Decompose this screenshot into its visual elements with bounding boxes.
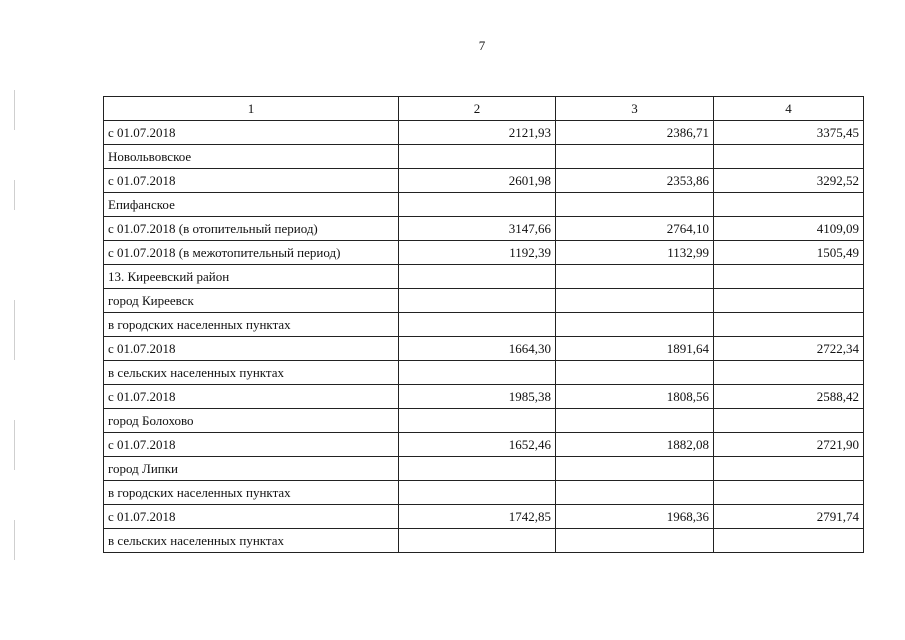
row-label-cell: в городских населенных пунктах <box>104 481 399 505</box>
value-cell-col2 <box>399 265 556 289</box>
table-row <box>104 145 864 169</box>
value-cell-col2 <box>399 529 556 553</box>
value-cell-col4 <box>714 313 864 337</box>
value-cell-col3 <box>556 193 714 217</box>
row-label-cell: с 01.07.2018 (в межотопительный период) <box>104 241 399 265</box>
value-cell-col2: 3147,66 <box>399 217 556 241</box>
table-row <box>104 169 864 193</box>
table-row <box>104 481 864 505</box>
value-cell-col2: 2601,98 <box>399 169 556 193</box>
value-cell-col4 <box>714 145 864 169</box>
value-cell-col4: 1505,49 <box>714 241 864 265</box>
value-cell-col3: 1882,08 <box>556 433 714 457</box>
value-cell-col3: 1808,56 <box>556 385 714 409</box>
value-cell-col2 <box>399 289 556 313</box>
value-cell-col4 <box>714 265 864 289</box>
row-label-cell: с 01.07.2018 <box>104 121 399 145</box>
value-cell-col2 <box>399 361 556 385</box>
value-cell-col3 <box>556 145 714 169</box>
value-cell-col4: 2722,34 <box>714 337 864 361</box>
table-row <box>104 121 864 145</box>
scan-margin-mark <box>14 300 15 360</box>
table-row <box>104 505 864 529</box>
value-cell-col2: 1742,85 <box>399 505 556 529</box>
table-row <box>104 361 864 385</box>
value-cell-col4 <box>714 409 864 433</box>
scan-margin-mark <box>14 420 15 470</box>
table-row <box>104 337 864 361</box>
table-row <box>104 457 864 481</box>
value-cell-col4 <box>714 193 864 217</box>
row-label-cell: с 01.07.2018 <box>104 505 399 529</box>
scan-margin-mark <box>14 520 15 560</box>
row-label-cell: 13. Киреевский район <box>104 265 399 289</box>
row-label-cell: в сельских населенных пунктах <box>104 529 399 553</box>
table-row <box>104 217 864 241</box>
value-cell-col3: 1891,64 <box>556 337 714 361</box>
row-label-cell: с 01.07.2018 (в отопительный период) <box>104 217 399 241</box>
row-label-cell: город Липки <box>104 457 399 481</box>
value-cell-col3 <box>556 529 714 553</box>
row-label-cell: город Киреевск <box>104 289 399 313</box>
row-label-cell: с 01.07.2018 <box>104 433 399 457</box>
value-cell-col2 <box>399 409 556 433</box>
table-row <box>104 529 864 553</box>
value-cell-col4 <box>714 289 864 313</box>
column-header: 3 <box>556 97 714 121</box>
scan-margin-mark <box>14 90 15 130</box>
value-cell-col3: 2764,10 <box>556 217 714 241</box>
value-cell-col2 <box>399 457 556 481</box>
value-cell-col4 <box>714 361 864 385</box>
table-header-row <box>104 97 864 121</box>
scan-margin-mark <box>14 180 15 210</box>
row-label-cell: в сельских населенных пунктах <box>104 361 399 385</box>
value-cell-col4 <box>714 457 864 481</box>
value-cell-col3: 2353,86 <box>556 169 714 193</box>
value-cell-col3 <box>556 289 714 313</box>
value-cell-col2 <box>399 145 556 169</box>
value-cell-col3 <box>556 409 714 433</box>
value-cell-col2: 1192,39 <box>399 241 556 265</box>
value-cell-col2: 1652,46 <box>399 433 556 457</box>
row-label-cell: город Болохово <box>104 409 399 433</box>
value-cell-col3: 2386,71 <box>556 121 714 145</box>
column-header: 1 <box>104 97 399 121</box>
row-label-cell: Епифанское <box>104 193 399 217</box>
value-cell-col2: 1664,30 <box>399 337 556 361</box>
value-cell-col3: 1132,99 <box>556 241 714 265</box>
value-cell-col3 <box>556 457 714 481</box>
tariff-table <box>103 96 864 553</box>
value-cell-col4: 2721,90 <box>714 433 864 457</box>
table-row <box>104 433 864 457</box>
column-header: 2 <box>399 97 556 121</box>
value-cell-col3 <box>556 265 714 289</box>
value-cell-col3 <box>556 481 714 505</box>
value-cell-col3 <box>556 313 714 337</box>
value-cell-col4 <box>714 529 864 553</box>
table-row <box>104 409 864 433</box>
value-cell-col4 <box>714 481 864 505</box>
value-cell-col4: 3375,45 <box>714 121 864 145</box>
value-cell-col4: 3292,52 <box>714 169 864 193</box>
value-cell-col3: 1968,36 <box>556 505 714 529</box>
table-row <box>104 265 864 289</box>
page-number: 7 <box>478 38 486 53</box>
column-header: 4 <box>714 97 864 121</box>
table-row <box>104 193 864 217</box>
table-row <box>104 313 864 337</box>
value-cell-col4: 2791,74 <box>714 505 864 529</box>
value-cell-col2 <box>399 193 556 217</box>
value-cell-col3 <box>556 361 714 385</box>
table-body <box>104 97 864 553</box>
row-label-cell: с 01.07.2018 <box>104 169 399 193</box>
value-cell-col2 <box>399 313 556 337</box>
value-cell-col4: 4109,09 <box>714 217 864 241</box>
table-row <box>104 385 864 409</box>
value-cell-col2: 1985,38 <box>399 385 556 409</box>
row-label-cell: в городских населенных пунктах <box>104 313 399 337</box>
row-label-cell: с 01.07.2018 <box>104 385 399 409</box>
row-label-cell: Новольвовское <box>104 145 399 169</box>
value-cell-col4: 2588,42 <box>714 385 864 409</box>
value-cell-col2 <box>399 481 556 505</box>
value-cell-col2: 2121,93 <box>399 121 556 145</box>
row-label-cell: с 01.07.2018 <box>104 337 399 361</box>
table-row <box>104 241 864 265</box>
table-row <box>104 289 864 313</box>
